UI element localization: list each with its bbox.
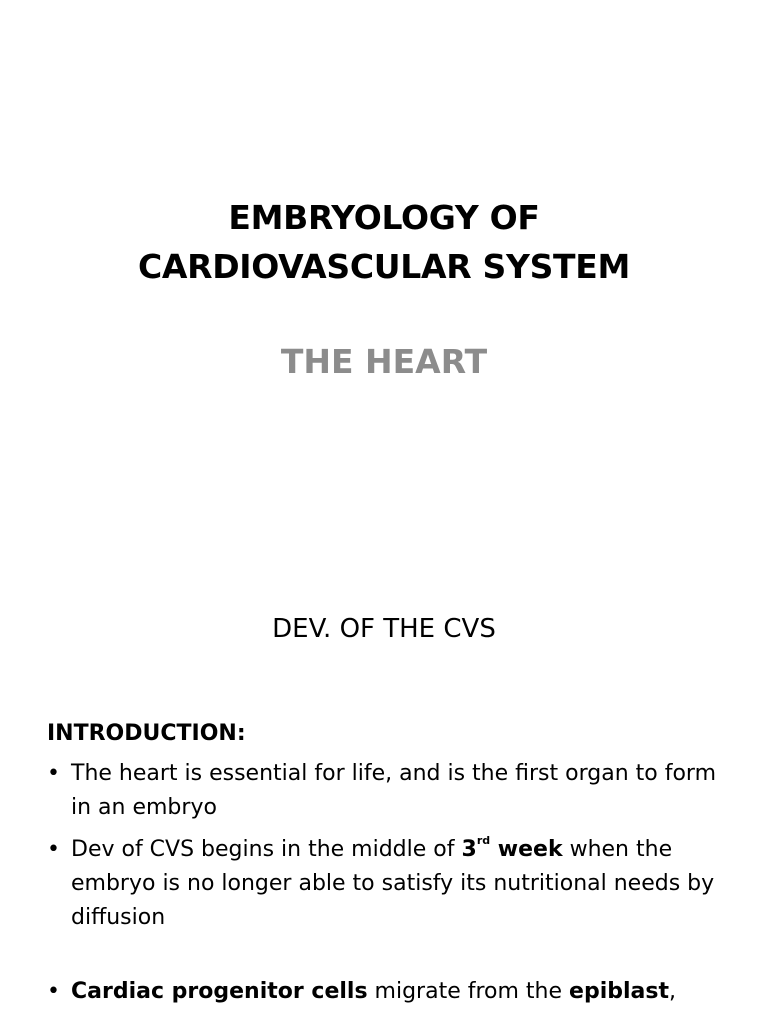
bullet-dot-icon: •: [47, 837, 60, 862]
bullet-item: [47, 975, 737, 1009]
bullet-dot-icon: •: [47, 979, 60, 1004]
bullet-superscript: rd: [476, 834, 491, 847]
slide-title-line-1: EMBRYOLOGY OF: [228, 198, 540, 237]
slide-subtitle: THE HEART: [280, 342, 488, 381]
intro-heading: INTRODUCTION:: [47, 721, 246, 746]
bullet-list: [47, 757, 737, 1017]
bullet-bold-text: week: [490, 837, 563, 862]
bullet-bold-text: epiblast: [569, 979, 669, 1004]
bullet-text: Dev of CVS begins in the middle of: [71, 837, 462, 862]
bullet-text: The heart is essential for life, and is the first organ to form in an embryo: [71, 761, 717, 820]
bullet-text: migrate from the: [367, 979, 570, 1004]
section-title: DEV. OF THE CVS: [272, 614, 496, 644]
bullet-text: ,: [669, 979, 676, 1004]
bullet-item: [47, 757, 737, 825]
bullet-bold-number: 3: [461, 837, 477, 862]
bullet-text: when the embryo is no longer able to satisfy its nutritional needs by diffusion: [71, 837, 715, 930]
slide-title-line-2: CARDIOVASCULAR SYSTEM: [137, 247, 631, 286]
bullet-dot-icon: •: [47, 761, 60, 786]
bullet-bold-text: Cardiac progenitor cells: [71, 979, 368, 1004]
bullet-item: [47, 833, 737, 935]
slide-title: [0, 193, 768, 291]
